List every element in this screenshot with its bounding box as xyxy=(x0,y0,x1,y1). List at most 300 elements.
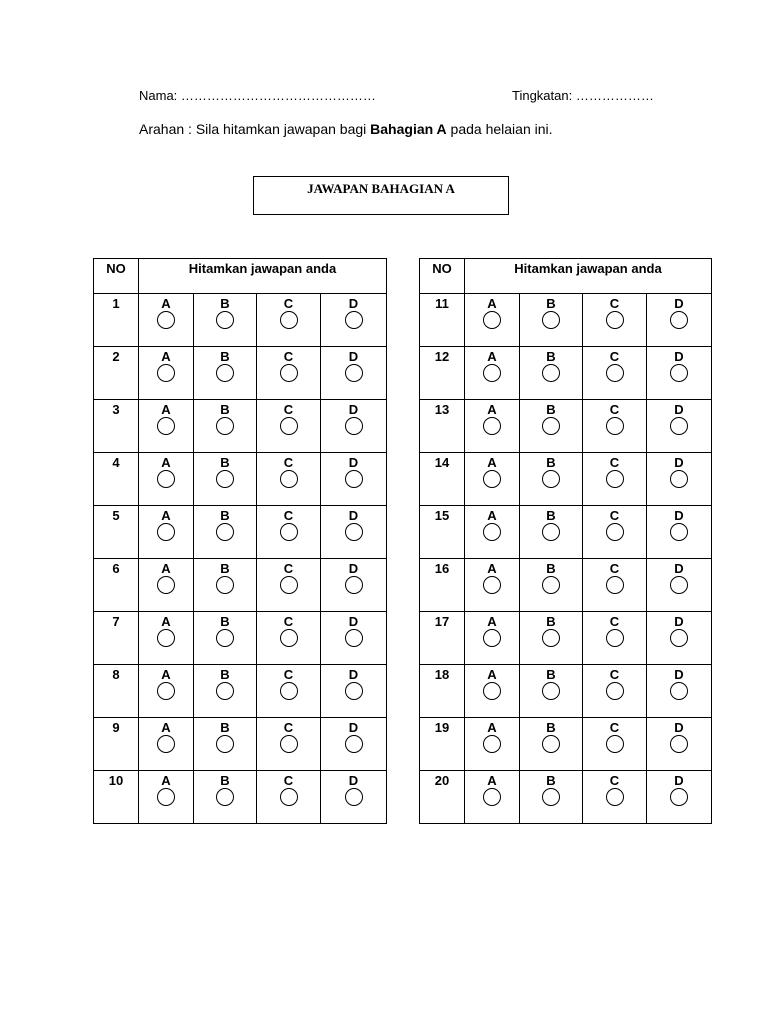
question-number-cell xyxy=(94,665,139,718)
option-letter: A xyxy=(487,561,497,576)
question-row xyxy=(94,771,387,824)
option-letter: C xyxy=(609,720,620,735)
answer-bubble[interactable] xyxy=(483,364,501,382)
option-cell xyxy=(583,718,647,771)
option-cell xyxy=(257,506,321,559)
answer-bubble[interactable] xyxy=(606,364,624,382)
answer-bubble[interactable] xyxy=(280,523,298,541)
table-header-row xyxy=(420,259,712,294)
option-cell xyxy=(139,347,194,400)
option-letter: B xyxy=(220,720,230,735)
question-number-cell xyxy=(94,347,139,400)
question-number-cell xyxy=(420,453,465,506)
option-letter: B xyxy=(546,614,556,629)
option-cell xyxy=(520,453,583,506)
answer-bubble[interactable] xyxy=(157,523,175,541)
option-cell xyxy=(647,612,712,665)
answer-bubble[interactable] xyxy=(542,470,560,488)
option-cell xyxy=(257,559,321,612)
answer-bubble[interactable] xyxy=(670,735,688,753)
question-row xyxy=(420,612,712,665)
header-answer: Hitamkan jawapan anda xyxy=(188,261,337,276)
header-no: NO xyxy=(106,261,126,276)
answer-bubble[interactable] xyxy=(483,576,501,594)
question-number: 4 xyxy=(112,455,120,470)
option-letter: A xyxy=(161,773,171,788)
option-letter: A xyxy=(487,508,497,523)
question-number-cell xyxy=(94,400,139,453)
answer-bubble[interactable] xyxy=(670,629,688,647)
option-cell xyxy=(139,294,194,347)
answer-bubble[interactable] xyxy=(345,735,363,753)
question-row xyxy=(420,771,712,824)
option-cell xyxy=(257,665,321,718)
option-letter: D xyxy=(674,561,684,576)
answer-bubble[interactable] xyxy=(157,417,175,435)
form-level-label: Tingkatan: ……………… xyxy=(512,88,654,103)
option-letter: A xyxy=(161,667,171,682)
answer-bubble[interactable] xyxy=(216,364,234,382)
answer-bubble[interactable] xyxy=(606,629,624,647)
instruction-text xyxy=(139,121,553,137)
question-row xyxy=(94,506,387,559)
option-letter: D xyxy=(674,349,684,364)
option-letter: C xyxy=(283,402,294,417)
option-cell xyxy=(520,294,583,347)
option-letter: D xyxy=(348,561,359,576)
header-answer: Hitamkan jawapan anda xyxy=(514,261,662,276)
option-cell xyxy=(194,665,257,718)
option-letter: D xyxy=(348,667,359,682)
option-letter: B xyxy=(546,455,556,470)
option-letter: A xyxy=(161,402,171,417)
answer-bubble[interactable] xyxy=(157,311,175,329)
answer-bubble[interactable] xyxy=(216,629,234,647)
question-number-cell xyxy=(420,559,465,612)
option-cell xyxy=(321,347,387,400)
option-letter: C xyxy=(283,773,294,788)
question-row xyxy=(420,718,712,771)
option-cell xyxy=(520,506,583,559)
option-letter: D xyxy=(348,296,359,311)
answer-bubble[interactable] xyxy=(157,682,175,700)
option-letter: A xyxy=(161,614,171,629)
option-cell xyxy=(194,559,257,612)
option-cell xyxy=(583,612,647,665)
answer-bubble[interactable] xyxy=(216,788,234,806)
option-letter: D xyxy=(674,667,684,682)
option-cell xyxy=(520,771,583,824)
answer-bubble[interactable] xyxy=(606,523,624,541)
option-letter: C xyxy=(283,614,294,629)
option-letter: D xyxy=(674,614,684,629)
answer-bubble[interactable] xyxy=(280,576,298,594)
option-letter: B xyxy=(220,667,230,682)
option-letter: D xyxy=(348,720,359,735)
option-cell xyxy=(321,506,387,559)
answer-bubble[interactable] xyxy=(670,311,688,329)
option-cell xyxy=(139,506,194,559)
question-number: 5 xyxy=(112,508,120,523)
option-cell xyxy=(647,347,712,400)
option-cell xyxy=(139,665,194,718)
answer-bubble[interactable] xyxy=(606,735,624,753)
question-row xyxy=(94,718,387,771)
option-letter: D xyxy=(348,455,359,470)
question-number: 15 xyxy=(434,508,450,523)
option-letter: A xyxy=(161,720,171,735)
question-number: 14 xyxy=(434,455,450,470)
option-letter: D xyxy=(348,402,359,417)
name-label: Nama: ……………………………………… xyxy=(139,88,376,103)
section-title: JAWAPAN BAHAGIAN A xyxy=(307,181,455,196)
option-cell xyxy=(583,665,647,718)
question-number: 13 xyxy=(434,402,450,417)
option-cell xyxy=(139,559,194,612)
answer-bubble[interactable] xyxy=(216,576,234,594)
question-number-cell xyxy=(94,718,139,771)
answer-bubble[interactable] xyxy=(280,735,298,753)
option-cell xyxy=(321,612,387,665)
answer-bubble[interactable] xyxy=(345,311,363,329)
answer-bubble[interactable] xyxy=(280,311,298,329)
option-letter: A xyxy=(487,402,497,417)
answer-bubble[interactable] xyxy=(280,470,298,488)
answer-bubble[interactable] xyxy=(670,576,688,594)
answer-bubble[interactable] xyxy=(216,523,234,541)
answer-bubble[interactable] xyxy=(280,364,298,382)
option-cell xyxy=(321,771,387,824)
option-cell xyxy=(321,718,387,771)
option-cell xyxy=(647,665,712,718)
answer-bubble[interactable] xyxy=(280,417,298,435)
option-cell xyxy=(583,400,647,453)
option-letter: B xyxy=(220,614,230,629)
option-letter: D xyxy=(674,773,684,788)
form-level-field[interactable] xyxy=(512,88,654,103)
answer-bubble[interactable] xyxy=(157,629,175,647)
option-letter: C xyxy=(609,667,620,682)
option-cell xyxy=(647,718,712,771)
question-number: 19 xyxy=(434,720,450,735)
option-letter: B xyxy=(220,508,230,523)
question-number-cell xyxy=(94,506,139,559)
option-letter: B xyxy=(546,402,556,417)
option-letter: B xyxy=(220,296,230,311)
option-letter: B xyxy=(546,667,556,682)
option-letter: C xyxy=(609,349,620,364)
question-row xyxy=(420,294,712,347)
option-letter: D xyxy=(674,296,684,311)
option-cell xyxy=(647,453,712,506)
option-cell xyxy=(465,506,520,559)
question-row xyxy=(94,665,387,718)
option-letter: C xyxy=(283,561,294,576)
option-cell xyxy=(520,400,583,453)
option-letter: D xyxy=(674,402,684,417)
option-cell xyxy=(321,559,387,612)
question-row xyxy=(420,665,712,718)
option-letter: B xyxy=(220,349,230,364)
question-number: 9 xyxy=(112,720,120,735)
header-no: NO xyxy=(432,261,452,276)
option-letter: A xyxy=(161,508,171,523)
question-row xyxy=(94,559,387,612)
option-letter: B xyxy=(546,773,556,788)
answer-bubble[interactable] xyxy=(280,629,298,647)
option-letter: B xyxy=(546,349,556,364)
answer-bubble[interactable] xyxy=(606,470,624,488)
answer-bubble[interactable] xyxy=(157,364,175,382)
answer-bubble[interactable] xyxy=(157,470,175,488)
question-number: 17 xyxy=(434,614,450,629)
answer-bubble[interactable] xyxy=(483,470,501,488)
answer-bubble[interactable] xyxy=(606,788,624,806)
answer-bubble[interactable] xyxy=(542,311,560,329)
option-letter: C xyxy=(609,508,620,523)
option-cell xyxy=(194,506,257,559)
answer-bubble[interactable] xyxy=(345,417,363,435)
option-cell xyxy=(257,400,321,453)
option-cell xyxy=(194,771,257,824)
option-cell xyxy=(647,771,712,824)
answer-bubble[interactable] xyxy=(542,788,560,806)
question-row xyxy=(94,294,387,347)
answer-bubble[interactable] xyxy=(542,417,560,435)
option-letter: D xyxy=(674,720,684,735)
option-letter: B xyxy=(546,296,556,311)
header-no-cell xyxy=(94,259,139,294)
option-letter: D xyxy=(674,455,684,470)
answer-bubble[interactable] xyxy=(345,470,363,488)
question-number-cell xyxy=(420,347,465,400)
answer-table-left xyxy=(93,258,387,824)
answer-bubble[interactable] xyxy=(606,417,624,435)
option-letter: C xyxy=(283,667,294,682)
option-cell xyxy=(520,665,583,718)
option-letter: C xyxy=(283,720,294,735)
option-cell xyxy=(465,771,520,824)
option-letter: A xyxy=(161,349,171,364)
answer-bubble[interactable] xyxy=(216,735,234,753)
option-letter: A xyxy=(161,561,171,576)
option-letter: C xyxy=(283,455,294,470)
option-cell xyxy=(257,718,321,771)
option-cell xyxy=(465,559,520,612)
option-letter: D xyxy=(348,773,359,788)
option-cell xyxy=(465,612,520,665)
option-letter: B xyxy=(546,720,556,735)
option-cell xyxy=(647,559,712,612)
option-letter: A xyxy=(161,455,171,470)
answer-bubble[interactable] xyxy=(542,629,560,647)
option-letter: A xyxy=(487,296,497,311)
answer-bubble[interactable] xyxy=(216,470,234,488)
option-cell xyxy=(647,400,712,453)
option-cell xyxy=(321,665,387,718)
option-letter: B xyxy=(220,773,230,788)
option-cell xyxy=(257,347,321,400)
answer-bubble[interactable] xyxy=(216,417,234,435)
question-number-cell xyxy=(94,294,139,347)
question-row xyxy=(420,559,712,612)
answer-bubble[interactable] xyxy=(606,311,624,329)
option-letter: A xyxy=(487,773,497,788)
answer-bubble[interactable] xyxy=(216,682,234,700)
option-cell xyxy=(321,453,387,506)
answer-bubble[interactable] xyxy=(542,523,560,541)
option-letter: C xyxy=(609,773,620,788)
option-cell xyxy=(465,665,520,718)
header-answer-cell xyxy=(465,259,712,294)
option-letter: B xyxy=(220,455,230,470)
option-cell xyxy=(520,559,583,612)
question-number: 12 xyxy=(434,349,450,364)
option-cell xyxy=(321,400,387,453)
question-number: 18 xyxy=(434,667,450,682)
option-cell xyxy=(583,294,647,347)
option-letter: A xyxy=(487,455,497,470)
answer-bubble[interactable] xyxy=(157,735,175,753)
question-number: 8 xyxy=(112,667,120,682)
instruction-prefix: Arahan : Sila hitamkan jawapan bagi xyxy=(139,121,371,137)
question-number-cell xyxy=(420,506,465,559)
option-cell xyxy=(465,347,520,400)
option-letter: D xyxy=(348,349,359,364)
question-number: 1 xyxy=(112,296,120,311)
question-number-cell xyxy=(94,612,139,665)
question-number: 11 xyxy=(435,296,449,311)
option-cell xyxy=(139,718,194,771)
answer-bubble[interactable] xyxy=(483,682,501,700)
answer-bubble[interactable] xyxy=(280,682,298,700)
question-number-cell xyxy=(94,559,139,612)
option-letter: B xyxy=(220,402,230,417)
answer-bubble[interactable] xyxy=(483,788,501,806)
answer-bubble[interactable] xyxy=(345,788,363,806)
option-cell xyxy=(139,453,194,506)
question-number-cell xyxy=(94,771,139,824)
answer-bubble[interactable] xyxy=(280,788,298,806)
option-cell xyxy=(583,347,647,400)
option-letter: B xyxy=(546,561,556,576)
answer-bubble[interactable] xyxy=(670,417,688,435)
option-letter: D xyxy=(674,508,684,523)
option-cell xyxy=(647,506,712,559)
option-cell xyxy=(520,718,583,771)
answer-bubble[interactable] xyxy=(483,523,501,541)
answer-bubble[interactable] xyxy=(216,311,234,329)
answer-bubble[interactable] xyxy=(345,523,363,541)
answer-bubble[interactable] xyxy=(483,311,501,329)
answer-bubble[interactable] xyxy=(606,682,624,700)
answer-bubble[interactable] xyxy=(345,364,363,382)
option-letter: C xyxy=(609,561,620,576)
option-cell xyxy=(465,453,520,506)
option-cell xyxy=(465,400,520,453)
option-cell xyxy=(257,612,321,665)
option-letter: C xyxy=(283,296,294,311)
option-cell xyxy=(647,294,712,347)
answer-table-right xyxy=(419,258,712,824)
option-cell xyxy=(139,771,194,824)
answer-bubble[interactable] xyxy=(670,364,688,382)
answer-bubble[interactable] xyxy=(542,364,560,382)
option-cell xyxy=(194,718,257,771)
option-cell xyxy=(257,294,321,347)
question-number-cell xyxy=(420,665,465,718)
option-cell xyxy=(583,559,647,612)
option-letter: A xyxy=(487,667,497,682)
name-field[interactable] xyxy=(139,88,376,103)
question-row xyxy=(420,453,712,506)
answer-bubble[interactable] xyxy=(483,629,501,647)
option-letter: A xyxy=(487,349,497,364)
option-letter: A xyxy=(161,296,171,311)
option-cell xyxy=(194,400,257,453)
question-row xyxy=(420,347,712,400)
question-number-cell xyxy=(420,400,465,453)
option-cell xyxy=(257,771,321,824)
table-header-row xyxy=(94,259,387,294)
answer-bubble[interactable] xyxy=(670,788,688,806)
option-cell xyxy=(257,453,321,506)
option-letter: C xyxy=(609,614,620,629)
option-letter: B xyxy=(220,561,230,576)
question-number-cell xyxy=(420,294,465,347)
option-cell xyxy=(520,347,583,400)
option-cell xyxy=(583,506,647,559)
answer-bubble[interactable] xyxy=(670,523,688,541)
answer-bubble[interactable] xyxy=(670,682,688,700)
answer-bubble[interactable] xyxy=(670,470,688,488)
question-number: 2 xyxy=(112,349,120,364)
option-cell xyxy=(194,612,257,665)
option-letter: C xyxy=(609,455,620,470)
question-number-cell xyxy=(420,718,465,771)
option-cell xyxy=(321,294,387,347)
answer-bubble[interactable] xyxy=(606,576,624,594)
answer-bubble[interactable] xyxy=(542,735,560,753)
answer-bubble[interactable] xyxy=(157,788,175,806)
answer-bubble[interactable] xyxy=(345,629,363,647)
option-letter: D xyxy=(348,508,359,523)
answer-bubble[interactable] xyxy=(157,576,175,594)
question-number: 16 xyxy=(434,561,450,576)
question-number-cell xyxy=(420,771,465,824)
answer-bubble[interactable] xyxy=(345,682,363,700)
question-number-cell xyxy=(420,612,465,665)
instruction-suffix: pada helaian ini. xyxy=(446,121,553,137)
option-cell xyxy=(465,718,520,771)
option-letter: A xyxy=(487,720,497,735)
answer-bubble[interactable] xyxy=(542,682,560,700)
question-row xyxy=(94,400,387,453)
option-cell xyxy=(465,294,520,347)
option-cell xyxy=(194,453,257,506)
question-number: 10 xyxy=(108,773,124,788)
option-letter: D xyxy=(348,614,359,629)
question-row xyxy=(94,347,387,400)
option-cell xyxy=(139,400,194,453)
option-letter: C xyxy=(609,296,620,311)
question-row xyxy=(420,506,712,559)
answer-bubble[interactable] xyxy=(483,735,501,753)
answer-bubble[interactable] xyxy=(345,576,363,594)
answer-bubble[interactable] xyxy=(542,576,560,594)
header-no-cell xyxy=(420,259,465,294)
answer-bubble[interactable] xyxy=(483,417,501,435)
